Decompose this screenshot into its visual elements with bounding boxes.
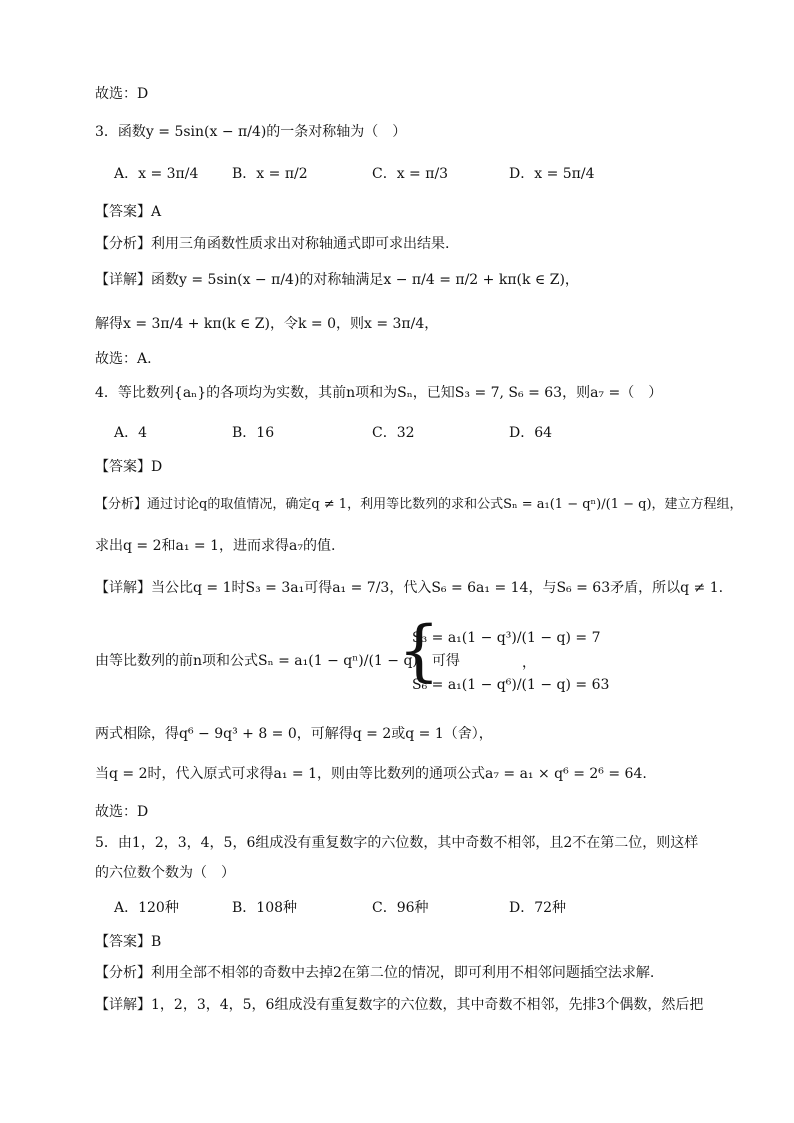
q4-detail-line-2: 由等比数列的前n项和公式Sₙ = a₁(1 − qⁿ)/(1 − q)，可得 xyxy=(95,653,460,669)
q5-detail-line-1: 【详解】1，2，3，4，5，6组成没有重复数字的六位数，其中奇数不相邻，先排3个偶数，然后把 xyxy=(95,997,704,1013)
q3-detail-line-1: 【详解】函数y = 5sin(x − π/4)的对称轴满足x − π/4 = π/2 + kπ(k ∈ Z)， xyxy=(95,272,579,288)
q3-detail-line-2: 解得x = 3π/4 + kπ(k ∈ Z)，令k = 0，则x = 3π/4， xyxy=(95,316,439,332)
q4-option-a: A．4 xyxy=(114,425,148,441)
q4-detail-line-4: 当q = 2时，代入原式可求得a₁ = 1，则由等比数列的通项公式a₇ = a₁ × q⁶ = 2⁶ = 64. xyxy=(95,766,647,782)
q3-option-c: C．x = π/3 xyxy=(372,166,449,182)
q5-option-a: A．120种 xyxy=(114,900,179,916)
q4-detail-line-3: 两式相除，得q⁶ − 9q³ + 8 = 0，可解得q = 2或q = 1（舍）， xyxy=(95,726,493,742)
q4-analysis-line-1: 【分析】通过讨论q的取值情况，确定q ≠ 1，利用等比数列的求和公式Sₙ = a₁(1 − qⁿ)/(1 − q)，建立方程组， xyxy=(95,497,743,512)
q3-option-a: A．x = 3π/4 xyxy=(114,166,199,182)
question-5-stem-line-2: 的六位数个数为（ ） xyxy=(95,865,235,881)
question-5-stem-line-1: 5．由1，2，3，4，5，6组成没有重复数字的六位数，其中奇数不相邻，且2不在第二位，则这样 xyxy=(95,835,699,851)
q4-option-b: B．16 xyxy=(232,425,275,441)
q5-option-d: D．72种 xyxy=(509,900,567,916)
equation-system-brace: { xyxy=(398,612,440,689)
q5-answer: 【答案】B xyxy=(95,934,162,950)
q4-analysis-line-2: 求出q = 2和a₁ = 1，进而求得a₇的值. xyxy=(95,538,336,554)
q3-option-b: B．x = π/2 xyxy=(232,166,308,182)
q4-detail-line-1: 【详解】当公比q = 1时S₃ = 3a₁可得a₁ = 7/3，代入S₆ = 6a₁ = 14，与S₆ = 63矛盾，所以q ≠ 1. xyxy=(95,580,724,596)
q4-option-c: C．32 xyxy=(372,425,415,441)
prev-answer-choice: 故选：D xyxy=(95,86,149,102)
equation-system-comma: ， xyxy=(522,655,536,671)
q3-choice: 故选：A. xyxy=(95,351,152,367)
q4-choice: 故选：D xyxy=(95,804,149,820)
q3-analysis: 【分析】利用三角函数性质求出对称轴通式即可求出结果. xyxy=(95,236,450,252)
q3-option-d: D．x = 5π/4 xyxy=(509,166,595,182)
q5-option-b: B．108种 xyxy=(232,900,298,916)
equation-system-line-1: S₃ = a₁(1 − q³)/(1 − q) = 7 xyxy=(412,630,601,646)
q4-option-d: D．64 xyxy=(509,425,553,441)
q3-answer: 【答案】A xyxy=(95,204,162,220)
question-4-stem: 4．等比数列{aₙ}的各项均为实数，其前n项和为Sₙ，已知S₃ = 7, S₆ = 63，则a₇ =（ ） xyxy=(95,385,663,401)
q5-option-c: C．96种 xyxy=(372,900,429,916)
question-3-stem: 3．函数y = 5sin(x − π/4)的一条对称轴为（ ） xyxy=(95,124,407,140)
q4-answer: 【答案】D xyxy=(95,459,163,475)
equation-system-line-2: S₆ = a₁(1 − q⁶)/(1 − q) = 63 xyxy=(412,677,610,693)
q5-analysis: 【分析】利用全部不相邻的奇数中去掉2在第二位的情况，即可利用不相邻问题插空法求解. xyxy=(95,965,655,981)
